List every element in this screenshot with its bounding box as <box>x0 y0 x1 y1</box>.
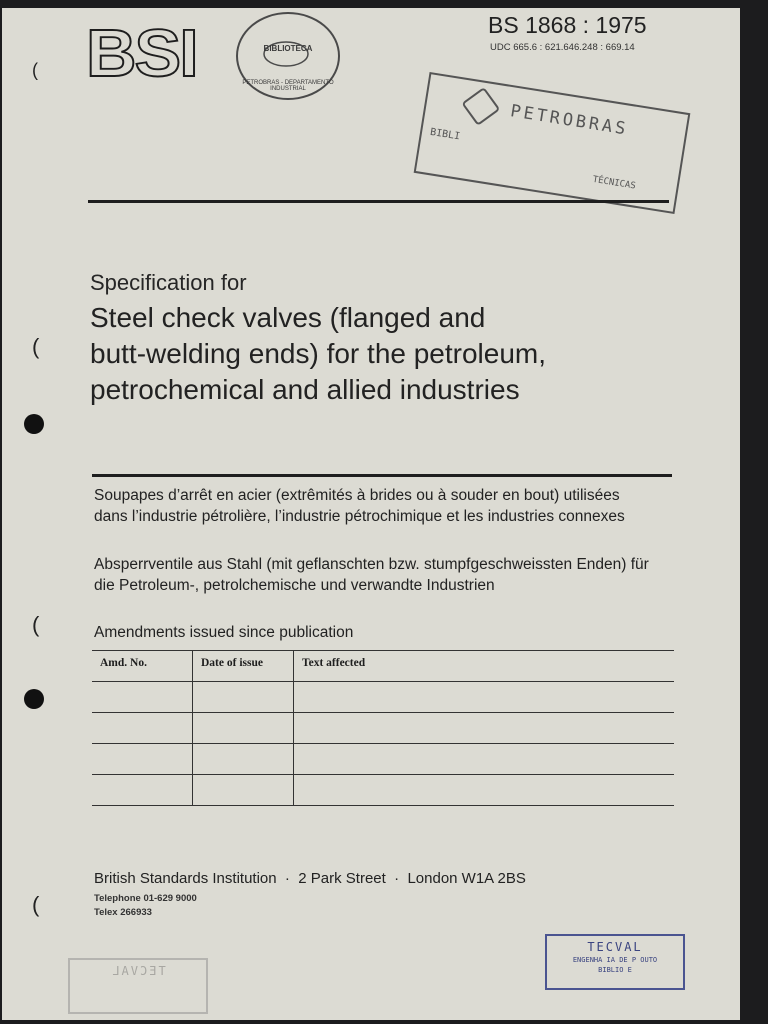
margin-mark-icon: ( <box>32 612 40 637</box>
tecval-stamp-line1: TECVAL <box>587 940 643 954</box>
stamp-bibli-text: BIBLI <box>429 126 461 143</box>
udc-code: UDC 665.6 : 621.646.248 : 669.14 <box>490 42 635 53</box>
table-cell <box>193 682 294 713</box>
table-row <box>92 775 674 806</box>
table-cell <box>92 713 193 744</box>
table-header-row <box>92 651 674 682</box>
column-header-date: Date of issue <box>193 651 294 682</box>
table-cell <box>294 775 675 806</box>
table-cell <box>92 775 193 806</box>
middle-divider <box>92 474 672 477</box>
title-line: petrochemical and allied industries <box>90 374 520 405</box>
table-cell <box>193 744 294 775</box>
table-cell <box>193 775 294 806</box>
top-divider <box>88 200 669 203</box>
document-page <box>2 8 740 1020</box>
table-cell <box>294 682 675 713</box>
circle-stamp-inner-text: BIBLIOTECA <box>263 44 313 53</box>
document-title <box>90 300 690 408</box>
margin-mark-icon: ( <box>32 892 40 917</box>
punch-hole-icon <box>24 414 44 434</box>
stamp-petrobras-text: PETROBRAS <box>508 101 630 140</box>
table-cell <box>294 713 675 744</box>
telex: Telex 266933 <box>94 907 152 918</box>
table-cell <box>92 744 193 775</box>
title-line: Steel check valves (flanged and <box>90 302 486 333</box>
table-cell <box>294 744 675 775</box>
table-row <box>92 713 674 744</box>
bsi-logo: BSI <box>86 15 197 91</box>
table-row <box>92 682 674 713</box>
tecval-stamp <box>545 934 685 990</box>
table-row <box>92 744 674 775</box>
tecval-stamp-line2: ENGENHA IA DE P OUTO <box>572 956 658 964</box>
circle-stamp-outer-text: PETROBRAS - DEPARTAMENTO INDUSTRIAL <box>242 80 334 92</box>
faint-stamp-text: TECVAL <box>110 964 166 978</box>
column-header-text: Text affected <box>294 651 675 682</box>
tecval-stamp-line3: BIBLIO E <box>598 966 632 974</box>
title-line: butt-welding ends) for the petroleum, <box>90 338 547 369</box>
library-stamp-circle <box>236 12 340 100</box>
petrobras-stamp <box>414 72 691 214</box>
petrobras-logo-icon <box>461 87 500 126</box>
publisher-address: British Standards Institution · 2 Park Street · London W1A 2BS <box>94 870 526 887</box>
faint-stamp-impression <box>68 958 208 1014</box>
table-cell <box>92 682 193 713</box>
standard-number: BS 1868 : 1975 <box>488 12 647 38</box>
margin-mark-icon: ( <box>32 60 38 80</box>
amendments-heading: Amendments issued since publication <box>94 624 354 641</box>
french-title: Soupapes d’arrêt en acier (extrêmités à brides ou à souder en bout) utilisées dans l’industrie pétrolière, l’industrie pétrochimique et les industries connexes <box>94 487 625 525</box>
spec-for-label: Specification for <box>90 270 247 295</box>
telephone: Telephone 01-629 9000 <box>94 893 197 904</box>
column-header-amd-no: Amd. No. <box>92 651 193 682</box>
german-title: Absperrventile aus Stahl (mit geflanschten bzw. stumpfgeschweissten Enden) für die Petroleum-, petrolchemische und verwandte Industrien <box>94 556 649 594</box>
amendments-table <box>92 650 674 806</box>
table-cell <box>193 713 294 744</box>
stamp-tecnicas-text: TÉCNICAS <box>591 174 637 192</box>
punch-hole-icon <box>24 689 44 709</box>
margin-mark-icon: ( <box>32 334 40 359</box>
